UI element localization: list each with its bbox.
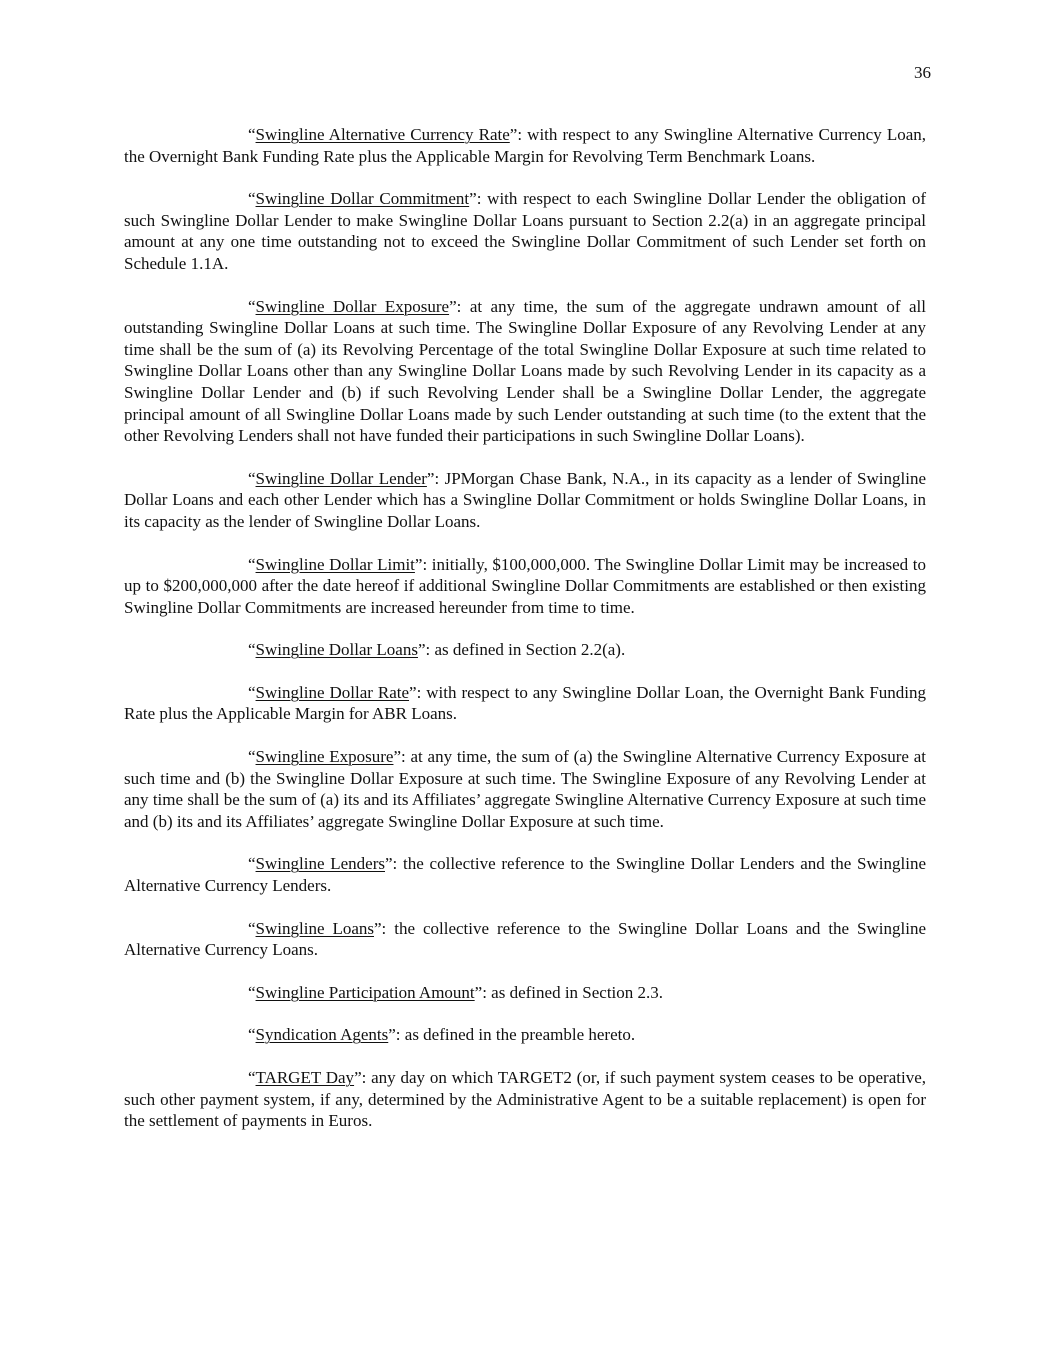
definition-swingline-dollar-limit: “Swingline Dollar Limit”: initially, $100,000,000. The Swingline Dollar Limit may be increased to up to $200,000,000 after the date hereof if additional Swingline Dollar Commitments are established or then existing Swingline Dollar Commitments are increased hereunder from time to time. <box>124 554 927 617</box>
definition-text: : as defined in Section 2.2(a). <box>425 640 626 660</box>
definition-text: : with respect to any Swingline Alternative Currency Loan, the Overnight Bank Funding Rate plus the Applicable Margin for Revolving Term Benchmark Loans. <box>124 125 926 166</box>
definition-syndication-agents: “Syndication Agents”: as defined in the preamble hereto. <box>248 1025 636 1045</box>
defined-term: Swingline Loans <box>255 918 374 938</box>
page-number: 36 <box>914 63 931 82</box>
definition-swingline-dollar-loans: “Swingline Dollar Loans”: as defined in Section 2.2(a). <box>248 640 626 660</box>
definition-swingline-dollar-commitment: “Swingline Dollar Commitment”: with respect to each Swingline Dollar Lender the obligation of such Swingline Dollar Lender to make Swingline Dollar Loans pursuant to Section 2.2(a) in an aggregate principal amount at any one time outstanding not to exceed the Swingline Dollar Commitment of such Lender set forth on Schedule 1.1A. <box>124 189 926 273</box>
defined-term: Swingline Dollar Limit <box>255 554 415 574</box>
definition-swingline-dollar-lender: “Swingline Dollar Lender”: JPMorgan Chase Bank, N.A., in its capacity as a lender of Swingline Dollar Loans and each other Lender which has a Swingline Dollar Commitment or holds Swingline Dollar Loans, in its capacity as the lender of Swingline Dollar Loans. <box>124 468 926 531</box>
definitions-section <box>124 124 926 1153</box>
defined-term: Swingline Exposure <box>255 747 394 767</box>
definition-text: : at any time, the sum of the aggregate undrawn amount of all outstanding Swingline Dollar Loans at such time. The Swingline Dollar Exposure of any Revolving Lender at any time shall be the sum of (a) its Revolving Percentage of the total Swingline Dollar Exposure at such time related to Swingline Dollar Loans other than any Swingline Dollar Loans made by such Revolving Lender in its capacity as a Swingline Dollar Lender and (b) if such Revolving Lender shall be a Swingline Dollar Lender, the aggregate principal amount of all Swingline Dollar Loans made by such Lender outstanding at such time (to the extent that the other Revolving Lenders shall not have funded their participations in such Swingline Dollar Loans). <box>124 296 926 446</box>
definition-swingline-loans: “Swingline Loans”: the collective reference to the Swingline Dollar Loans and the Swingline Alternative Currency Loans. <box>124 918 926 960</box>
defined-term: Swingline Lenders <box>255 854 385 874</box>
defined-term: Swingline Dollar Commitment <box>255 189 470 209</box>
defined-term: Swingline Participation Amount <box>255 982 475 1002</box>
definition-swingline-dollar-exposure: “Swingline Dollar Exposure”: at any time, the sum of the aggregate undrawn amount of all outstanding Swingline Dollar Loans at such time. The Swingline Dollar Exposure of any Revolving Lender at any time shall be the sum of (a) its Revolving Percentage of the total Swingline Dollar Exposure at such time related to Swingline Dollar Loans other than any Swingline Dollar Loans made by such Revolving Lender in its capacity as a Swingline Dollar Lender and (b) if such Revolving Lender shall be a Swingline Dollar Lender, the aggregate principal amount of all Swingline Dollar Loans made by such Lender outstanding at such time (to the extent that the other Revolving Lenders shall not have funded their participations in such Swingline Dollar Loans). <box>124 296 926 446</box>
defined-term: Swingline Dollar Exposure <box>255 296 450 316</box>
definition-swingline-alternative-currency-rate: “Swingline Alternative Currency Rate”: with respect to any Swingline Alternative Currency Loan, the Overnight Bank Funding Rate plus the Applicable Margin for Revolving Term Benchmark Loans. <box>124 125 926 166</box>
definition-target-day: “TARGET Day”: any day on which TARGET2 (or, if such payment system ceases to be operative, such other payment system, if any, determined by the Administrative Agent to be a suitable replacement) is open for the settlement of payments in Euros. <box>124 1068 927 1131</box>
definition-text: : the collective reference to the Swingline Dollar Loans and the Swingline Alternative Currency Loans. <box>124 918 926 960</box>
definition-swingline-dollar-rate: “Swingline Dollar Rate”: with respect to any Swingline Dollar Loan, the Overnight Bank Funding Rate plus the Applicable Margin for ABR Loans. <box>124 682 926 724</box>
definition-swingline-lenders: “Swingline Lenders”: the collective reference to the Swingline Dollar Lenders and the Swingline Alternative Currency Lenders. <box>124 854 926 896</box>
definition-text: : the collective reference to the Swingline Dollar Lenders and the Swingline Alternative Currency Lenders. <box>124 854 926 896</box>
definition-text: : at any time, the sum of (a) the Swingline Alternative Currency Exposure at such time and (b) the Swingline Dollar Exposure at such time. The Swingline Exposure of any Revolving Lender at any time shall be the sum of (a) its and its Affiliates’ aggregate Swingline Alternative Currency Exposure at such time and (b) its and its Affiliates’ aggregate Swingline Dollar Exposure at such time. <box>124 747 927 831</box>
definition-swingline-participation-amount: “Swingline Participation Amount”: as defined in Section 2.3. <box>248 982 664 1002</box>
defined-term: TARGET Day <box>255 1068 355 1087</box>
defined-term: Syndication Agents <box>255 1025 389 1045</box>
definition-text: : as defined in Section 2.3. <box>482 982 664 1002</box>
definition-text: : as defined in the preamble hereto. <box>395 1025 636 1045</box>
definition-text: : JPMorgan Chase Bank, N.A., in its capacity as a lender of Swingline Dollar Loans and each other Lender which has a Swingline Dollar Commitment or holds Swingline Dollar Loans, in its capacity as the lender of Swingline Dollar Loans. <box>124 468 926 531</box>
defined-term: Swingline Dollar Loans <box>255 640 418 660</box>
definition-text: : with respect to each Swingline Dollar Lender the obligation of such Swingline Dollar Lender to make Swingline Dollar Loans pursuant to Section 2.2(a) in an aggregate principal amount at any one time outstanding not to exceed the Swingline Dollar Commitment of such Lender set forth on Schedule 1.1A. <box>124 189 926 273</box>
definition-swingline-exposure: “Swingline Exposure”: at any time, the sum of (a) the Swingline Alternative Currency Exposure at such time and (b) the Swingline Dollar Exposure at such time. The Swingline Exposure of any Revolving Lender at any time shall be the sum of (a) its and its Affiliates’ aggregate Swingline Alternative Currency Exposure at such time and (b) its and its Affiliates’ aggregate Swingline Dollar Exposure at such time. <box>124 747 927 831</box>
defined-term: Swingline Alternative Currency Rate <box>255 125 510 144</box>
definition-text: : with respect to any Swingline Dollar Loan, the Overnight Bank Funding Rate plus the Applicable Margin for ABR Loans. <box>124 682 926 724</box>
defined-term: Swingline Dollar Rate <box>255 682 410 702</box>
defined-term: Swingline Dollar Lender <box>255 468 427 488</box>
definition-text: : any day on which TARGET2 (or, if such payment system ceases to be operative, such other payment system, if any, determined by the Administrative Agent to be a suitable replacement) is open for the settlement of payments in Euros. <box>124 1068 927 1131</box>
definition-text: : initially, $100,000,000. The Swingline Dollar Limit may be increased to up to $200,000,000 after the date hereof if additional Swingline Dollar Commitments are established or then existing Swingline Dollar Commitments are increased hereunder from time to time. <box>124 554 927 617</box>
